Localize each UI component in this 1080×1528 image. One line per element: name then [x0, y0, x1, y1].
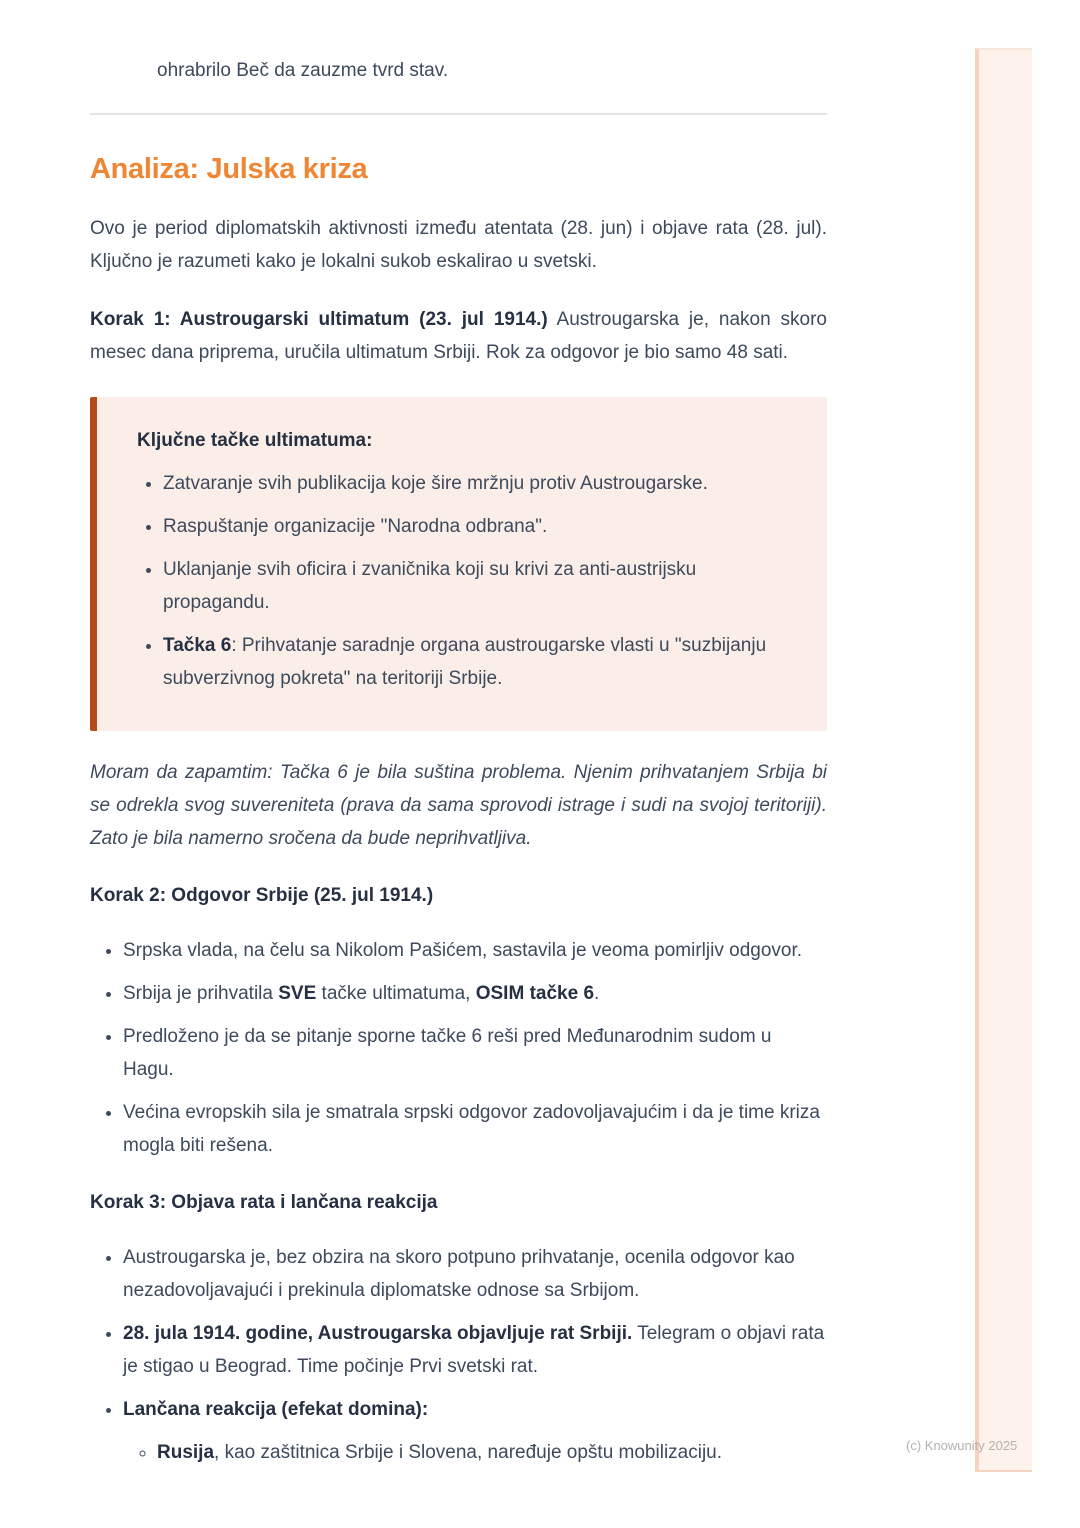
korak1-lead: Korak 1: Austrougarski ultimatum (23. jul 1914.) — [90, 309, 548, 330]
korak3-list — [90, 1241, 827, 1469]
callout-list-item: • Zatvaranje svih publikacija koje šire mržnju protiv Austrougarske. — [163, 467, 797, 500]
sublist-item-rusija — [157, 1436, 827, 1469]
declaration-bold: 28. jula 1914. godine, Austrougarska objavljuje rat Srbiji. — [123, 1323, 633, 1344]
ultimatum-callout-box — [90, 397, 827, 731]
intro-paragraph: Ovo je period diplomatskih aktivnosti između atentata (28. jun) i objave rata (28. jul). Ključno je razumeti kako je lokalni sukob eskalirao u svetski. — [90, 218, 827, 272]
korak2-list-item: • Srpska vlada, na čelu sa Nikolom Pašićem, sastavila je veoma pomirljiv odgovor. — [123, 934, 827, 967]
korak3-list-item-declaration — [123, 1317, 827, 1383]
section-heading: Analiza: Julska kriza — [90, 153, 368, 185]
section-divider — [90, 113, 827, 115]
korak1-text: Austrougarska je, nakon skoro mesec dana priprema, uručila ultimatum Srbiji. Rok za odgovor je bio samo 48 sati. — [90, 309, 827, 363]
korak3-heading: Korak 3: Objava rata i lančana reakcija — [90, 1192, 438, 1213]
korak2-item2-pre: Srbija je prihvatila — [123, 983, 279, 1004]
chain-reaction-sublist — [123, 1436, 827, 1469]
previous-bullet-continuation-text: ohrabrilo Beč da zauzme tvrd stav. — [157, 60, 449, 81]
korak2-list-item: • Predloženo je da se pitanje sporne tačke 6 reši pred Međunarodnim sudom u Hagu. — [123, 1020, 827, 1086]
korak1-paragraph — [90, 303, 827, 369]
korak2-item2-mid: tačke ultimatuma, — [316, 983, 476, 1004]
document-content-column — [90, 0, 827, 1469]
korak2-list — [90, 934, 827, 1162]
rusija-label: Rusija — [157, 1442, 215, 1463]
rusija-text: , kao zaštitnica Srbije i Slovena, naređuje opštu mobilizaciju. — [214, 1442, 723, 1463]
callout-list-item-tacka6 — [163, 629, 797, 695]
korak2-heading: Korak 2: Odgovor Srbije (25. jul 1914.) — [90, 885, 434, 906]
declaration-text: Telegram o objavi rata je stigao u Beograd. Time počinje Prvi svetski rat. — [123, 1323, 825, 1377]
tacka6-label: Tačka 6 — [163, 635, 232, 656]
page-margin-stripe — [975, 48, 1032, 1472]
korak2-item2-osim: OSIM tačke 6 — [475, 983, 595, 1004]
callout-list — [137, 467, 797, 695]
tacka6-text: : Prihvatanje saradnje organa austrougarske vlasti u "suzbijanju subverzivnog pokreta" na teritoriji Srbije. — [163, 635, 767, 689]
callout-list-item: • Raspuštanje organizacije "Narodna odbrana". — [163, 510, 797, 543]
copyright-notice: (c) Knowunity 2025 — [906, 1438, 1018, 1453]
note-to-self-paragraph: Moram da zapamtim: Tačka 6 je bila suština problema. Njenim prihvatanjem Srbija bi se odrekla svog suvereniteta (prava da sama sprovodi istrage i sudi na svojoj teritoriji). Zato je bila namerno sročena da bude neprihvatljiva. — [90, 762, 827, 849]
callout-title: Ključne tačke ultimatuma: — [137, 430, 373, 451]
callout-list-item: • Uklanjanje svih oficira i zvaničnika koji su krivi za anti-austrijsku propagandu. — [163, 553, 797, 619]
korak3-list-item-chain-reaction — [123, 1393, 827, 1469]
korak3-list-item: • Austrougarska je, bez obzira na skoro potpuno prihvatanje, ocenila odgovor kao nezadovoljavajući i prekinula diplomatske odnose sa Srbijom. — [123, 1241, 827, 1307]
chain-reaction-label: Lančana reakcija (efekat domina): — [123, 1399, 429, 1420]
korak2-list-item: • Većina evropskih sila je smatrala srpski odgovor zadovoljavajućim i da je time kriza mogla biti rešena. — [123, 1096, 827, 1162]
korak2-item2-post: . — [594, 983, 600, 1004]
korak2-item2-sve: SVE — [278, 983, 317, 1004]
korak2-list-item-sve-osim — [123, 977, 827, 1010]
